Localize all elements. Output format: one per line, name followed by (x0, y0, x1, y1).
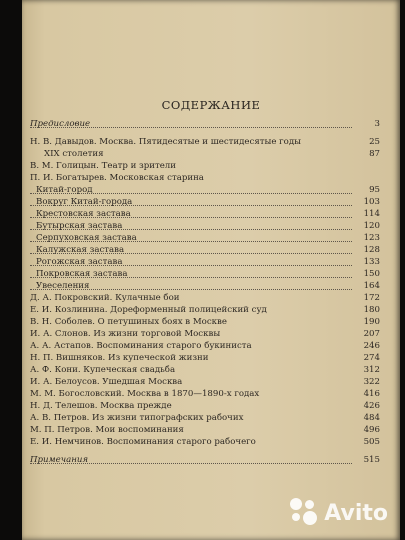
toc-entry-title: И. А. Слонов. Из жизни торговой Москвы (30, 329, 221, 339)
toc-entry (30, 352, 380, 364)
toc-entry-page: 505 (363, 437, 380, 447)
toc-entry-page: 3 (374, 119, 380, 129)
toc-entry-page: 190 (363, 317, 380, 327)
toc-entry (30, 232, 380, 244)
toc-entry (30, 328, 380, 340)
toc-entry-title: А. А. Астапов. Воспоминания старого букиниста (30, 341, 252, 351)
toc-entry-page: 123 (363, 233, 380, 243)
toc-entry-title: Бутырская застава (36, 221, 123, 231)
watermark-text: Avito (324, 500, 388, 526)
toc-entry-title: М. М. Богословский. Москва в 1870—1890-х годах (30, 389, 260, 399)
toc-entry-page: 180 (363, 305, 380, 315)
toc-entry-page: 322 (363, 377, 380, 387)
toc-entry-title: Е. И. Немчинов. Воспоминания старого рабочего (30, 437, 256, 447)
toc-entry (30, 280, 380, 292)
avito-logo-icon (290, 498, 320, 528)
toc-entry-title: Покровская застава (36, 269, 128, 279)
toc-entry-page: 133 (363, 257, 380, 267)
toc-entry-title: В. Н. Соболев. О петушиных боях в Москве (30, 317, 227, 327)
toc-entry-title: А. Ф. Кони. Купеческая свадьба (30, 365, 176, 375)
toc-entry-title: Д. А. Покровский. Кулачные бои (30, 293, 180, 303)
toc-entry (30, 376, 380, 388)
toc-entry-page: 484 (363, 413, 380, 423)
toc-entry (30, 220, 380, 232)
toc-entry-page: 515 (363, 455, 380, 465)
toc-entry (30, 292, 380, 304)
toc-entry-page: 164 (363, 281, 380, 291)
toc-entry-title: В. М. Голицын. Театр и зрители (30, 161, 176, 171)
toc-entry-title: Рогожская застава (36, 257, 123, 267)
toc-entry-page: 103 (363, 197, 380, 207)
toc-entry-title: Н. П. Вишняков. Из купеческой жизни (30, 353, 209, 363)
toc-entry-page: 95 (369, 185, 380, 195)
toc-entry (30, 196, 380, 208)
toc-entry-page: 25 (369, 137, 380, 147)
toc-entry (30, 172, 380, 184)
toc-entry (30, 208, 380, 220)
toc-entry (30, 340, 380, 352)
toc-entry-title: Крестовская застава (36, 209, 131, 219)
toc-entry-page: 150 (363, 269, 380, 279)
toc-entry-title: Н. В. Давыдов. Москва. Пятидесятые и шестидесятые годы (30, 137, 301, 147)
toc-entry-title: Н. Д. Телешов. Москва прежде (30, 401, 172, 411)
toc-entry-title: Калужская застава (36, 245, 125, 255)
toc-entry (30, 184, 380, 196)
toc-entry (30, 304, 380, 316)
toc-entry-page: 87 (369, 149, 380, 159)
toc-entry (30, 364, 380, 376)
toc-entry (30, 244, 380, 256)
toc-entry-title: Китай-город (36, 185, 93, 195)
toc-entry-title: Серпуховская застава (36, 233, 137, 243)
toc-entry-page: 312 (363, 365, 380, 375)
toc-entry-page: 128 (363, 245, 380, 255)
toc-entry (30, 400, 380, 412)
toc-entry-page: 207 (363, 329, 380, 339)
toc-entry (30, 136, 380, 148)
page-heading: СОДЕРЖАНИЕ (161, 98, 261, 112)
toc-entry-page: 426 (363, 401, 380, 411)
toc-entry-title: И. А. Белоусов. Ушедшая Москва (30, 377, 183, 387)
toc-entry (30, 148, 380, 160)
toc-entry (30, 268, 380, 280)
toc-entry-title: Увеселения (36, 281, 90, 291)
toc-entry-page: 496 (363, 425, 380, 435)
toc-entry (30, 160, 380, 172)
toc-entry-title: XIX столетия (44, 149, 104, 159)
toc-entry-page: 246 (363, 341, 380, 351)
toc-entry-title: М. П. Петров. Мои воспоминания (30, 425, 184, 435)
toc-entry-title: Предисловие (30, 119, 91, 129)
toc-entry-page: 114 (363, 209, 380, 219)
toc-entry-title: А. В. Петров. Из жизни типографских рабочих (30, 413, 244, 423)
toc-entry (30, 412, 380, 424)
toc-entry (30, 454, 380, 466)
toc-entry-title: Примечания (30, 455, 89, 465)
toc-entry (30, 256, 380, 268)
toc-entry-page: 120 (363, 221, 380, 231)
toc-entry (30, 424, 380, 436)
toc-entry-page: 416 (363, 389, 380, 399)
book-page (22, 0, 400, 540)
toc-entry (30, 118, 380, 130)
toc-entry-title: П. И. Богатырев. Московская старина (30, 173, 204, 183)
toc-entry (30, 436, 380, 448)
toc-entry-page: 274 (363, 353, 380, 363)
toc-entry-title: Вокруг Китай-города (36, 197, 133, 207)
toc-entry-title: Е. И. Козлинина. Дореформенный полицейский суд (30, 305, 267, 315)
toc-entry (30, 388, 380, 400)
toc-entry-page: 172 (363, 293, 380, 303)
avito-watermark (290, 498, 388, 528)
toc-entry (30, 316, 380, 328)
